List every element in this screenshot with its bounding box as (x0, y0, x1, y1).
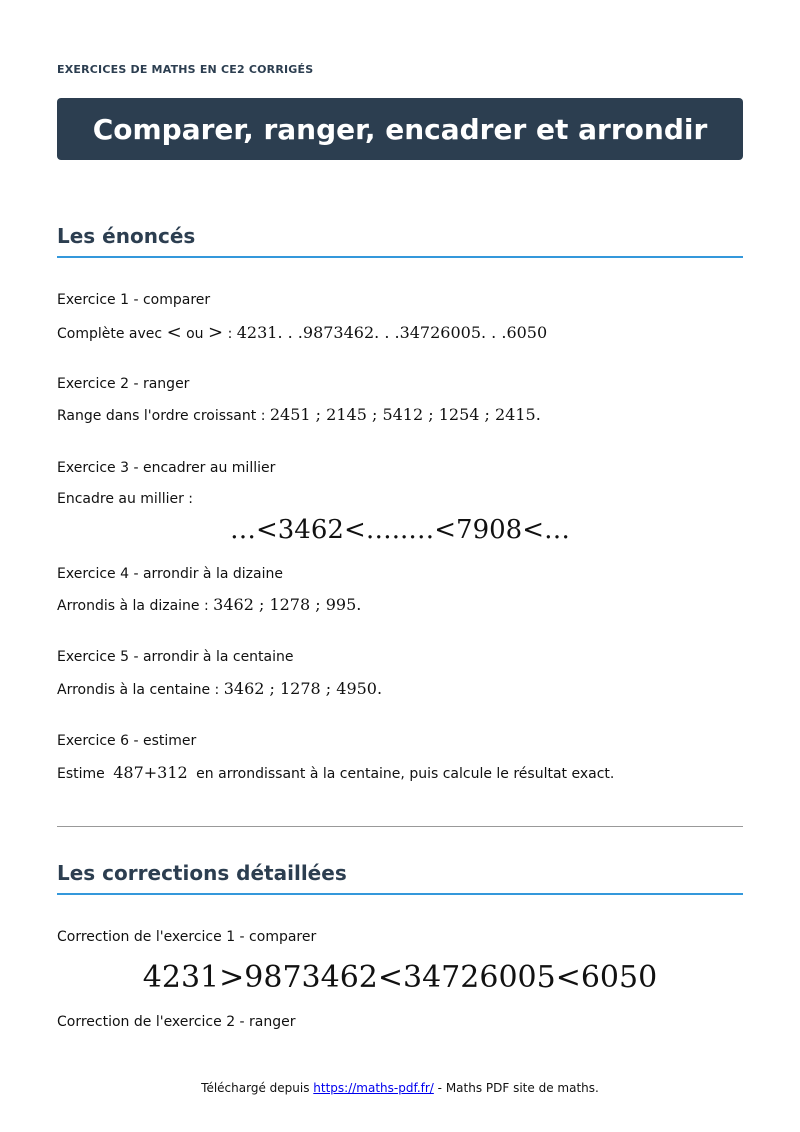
exercise-5-math: 3462 ; 1278 ; 4950. (223, 679, 383, 698)
exercise-5-heading: Exercice 5 - arrondir à la centaine (57, 649, 294, 665)
exercise-6-statement (57, 763, 614, 782)
title-banner (57, 98, 743, 160)
exercise-3-heading: Exercice 3 - encadrer au millier (57, 460, 276, 476)
footer-suffix: - Maths PDF site de maths. (437, 1081, 599, 1095)
exercise-6-suffix: en arrondissant à la centaine, puis calcule le résultat exact. (196, 766, 615, 782)
greater-than-symbol: > (208, 322, 224, 343)
page-footer (0, 1081, 800, 1095)
exercise-1-math: 4231. . .9873462. . .34726005. . .6050 (236, 323, 548, 342)
exercise-3-math: …<3462<…..…<7908<… (229, 515, 570, 545)
section-title-corrections: Les corrections détaillées (57, 861, 743, 895)
exercise-1-prefix: Complète avec (57, 326, 163, 342)
exercise-5-prefix: Arrondis à la centaine : (57, 682, 220, 698)
footer-link[interactable]: https://maths-pdf.fr/ (313, 1081, 434, 1095)
exercise-3-prefix: Encadre au millier : (57, 491, 194, 507)
exercise-2-statement (57, 405, 541, 424)
correction-1-heading: Correction de l'exercice 1 - comparer (57, 929, 317, 945)
exercise-1-statement (57, 322, 547, 343)
exercise-1-heading: Exercice 1 - comparer (57, 292, 211, 308)
exercise-6-math: 487+312 (113, 763, 188, 782)
page-title: Comparer, ranger, encadrer et arrondir (92, 112, 708, 146)
exercise-4-heading: Exercice 4 - arrondir à la dizaine (57, 566, 283, 582)
page-kicker: EXERCICES DE MATHS EN CE2 CORRIGÉS (57, 63, 314, 76)
exercise-2-prefix: Range dans l'ordre croissant : (57, 408, 266, 424)
correction-2-heading: Correction de l'exercice 2 - ranger (57, 1014, 296, 1030)
exercise-5-statement (57, 679, 382, 698)
less-than-symbol: < (166, 322, 182, 343)
exercise-6-prefix: Estime (57, 766, 105, 782)
exercise-2-heading: Exercice 2 - ranger (57, 376, 190, 392)
correction-1-math: 4231>9873462<34726005<6050 (142, 960, 658, 995)
exercise-4-math: 3462 ; 1278 ; 995. (213, 595, 362, 614)
section-title-enonces: Les énoncés (57, 224, 743, 258)
exercise-4-prefix: Arrondis à la dizaine : (57, 598, 209, 614)
footer-prefix: Téléchargé depuis (201, 1081, 310, 1095)
exercise-6-heading: Exercice 6 - estimer (57, 733, 197, 749)
exercise-2-math: 2451 ; 2145 ; 5412 ; 1254 ; 2415. (269, 405, 541, 424)
section-divider (57, 826, 743, 827)
exercise-1-colon: : (227, 326, 233, 342)
exercise-1-ou: ou (186, 326, 204, 342)
exercise-4-statement (57, 595, 361, 614)
